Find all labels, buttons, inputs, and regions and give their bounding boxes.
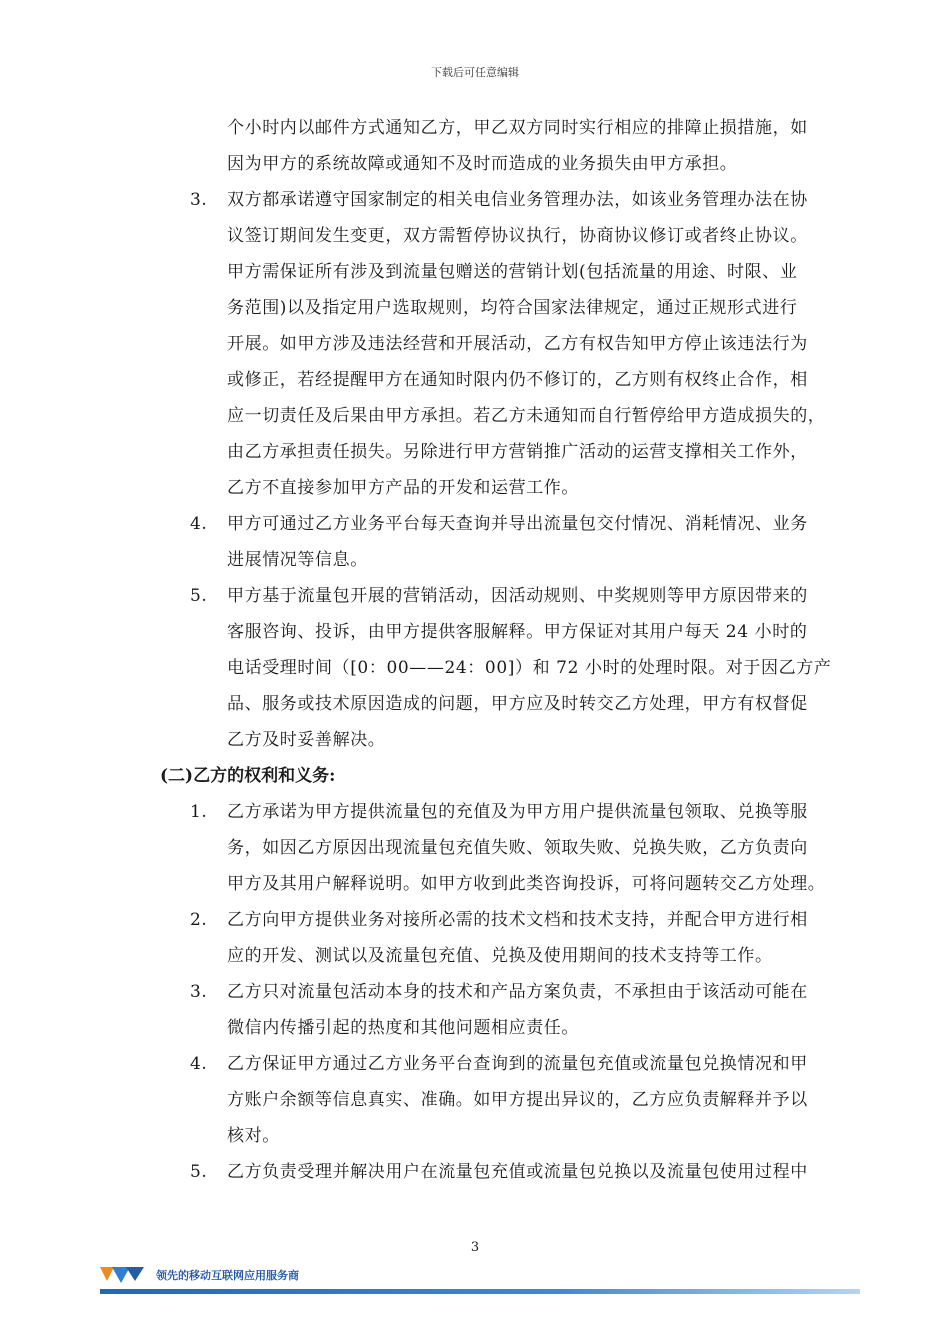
paragraph-line: 核对。: [227, 1126, 280, 1146]
item-number: 2.: [190, 910, 208, 930]
numbered-item-line: [160, 506, 880, 542]
paragraph-line: 应一切责任及后果由甲方承担。若乙方未通知而自行暂停给甲方造成损失的，: [227, 406, 826, 426]
numbered-item-line: [160, 902, 880, 938]
numbered-item-line: [160, 794, 880, 830]
item-text: 乙方承诺为甲方提供流量包的充值及为甲方用户提供流量包领取、兑换等服: [227, 802, 808, 822]
item-text: 甲方基于流量包开展的营销活动，因活动规则、中奖规则等甲方原因带来的: [227, 586, 808, 606]
paragraph-line: 议签订期间发生变更，双方需暂停协议执行，协商协议修订或者终止协议。: [227, 226, 808, 246]
footer-bar: [100, 1289, 860, 1294]
item-text: 乙方负责受理并解决用户在流量包充值或流量包兑换以及流量包使用过程中: [227, 1162, 808, 1182]
paragraph-line: 微信内传播引起的热度和其他问题相应责任。: [227, 1018, 579, 1038]
section-heading: (二)乙方的权利和义务:: [160, 766, 336, 786]
item-number: 3.: [190, 982, 208, 1002]
paragraph-line: 甲方需保证所有涉及到流量包赠送的营销计划(包括流量的用途、时限、业: [227, 262, 798, 282]
numbered-item-line: [160, 974, 880, 1010]
header-note: 下载后可任意编辑: [431, 66, 519, 79]
item-number: 1.: [190, 802, 208, 822]
item-text: 甲方可通过乙方业务平台每天查询并导出流量包交付情况、消耗情况、业务: [227, 514, 808, 534]
item-text: 乙方保证甲方通过乙方业务平台查询到的流量包充值或流量包兑换情况和甲: [227, 1054, 808, 1074]
item-number: 3.: [190, 190, 208, 210]
paragraph-line: 务，如因乙方原因出现流量包充值失败、领取失败、兑换失败，乙方负责向: [227, 838, 808, 858]
paragraph-line: 甲方及其用户解释说明。如甲方收到此类咨询投诉，可将问题转交乙方处理。: [227, 874, 826, 894]
paragraph-line: 开展。如甲方涉及违法经营和开展活动，乙方有权告知甲方停止该违法行为: [227, 334, 808, 354]
item-text: 乙方向甲方提供业务对接所必需的技术文档和技术支持，并配合甲方进行相: [227, 910, 808, 930]
item-text: 乙方只对流量包活动本身的技术和产品方案负责，不承担由于该活动可能在: [227, 982, 808, 1002]
paragraph-line: 方账户余额等信息真实、准确。如甲方提出异议的，乙方应负责解释并予以: [227, 1090, 808, 1110]
item-text: 双方都承诺遵守国家制定的相关电信业务管理办法，如该业务管理办法在协: [227, 190, 808, 210]
numbered-item-line: [160, 578, 880, 614]
document-body: [160, 110, 880, 1190]
paragraph-line: 进展情况等信息。: [227, 550, 368, 570]
paragraph-line: 因为甲方的系统故障或通知不及时而造成的业务损失由甲方承担。: [227, 154, 738, 174]
page-number: 3: [470, 1240, 480, 1255]
numbered-item-line: [160, 182, 880, 218]
paragraph-line: 务范围)以及指定用户选取规则，均符合国家法律规定，通过正规形式进行: [227, 298, 798, 318]
item-number: 5.: [190, 1162, 208, 1182]
paragraph-line: 个小时内以邮件方式通知乙方，甲乙双方同时实行相应的排障止损措施，如: [227, 118, 808, 138]
paragraph-line: 乙方及时妥善解决。: [227, 730, 386, 750]
item-number: 4.: [190, 1054, 208, 1074]
paragraph-line: 乙方不直接参加甲方产品的开发和运营工作。: [227, 478, 579, 498]
paragraph-line: 由乙方承担责任损失。另除进行甲方营销推广活动的运营支撑相关工作外，: [227, 442, 808, 462]
numbered-item-line: [160, 1154, 880, 1190]
paragraph-line: 或修正，若经提醒甲方在通知时限内仍不修订的，乙方则有权终止合作，相: [227, 370, 808, 390]
numbered-item-line: [160, 1046, 880, 1082]
footer: [100, 1262, 860, 1302]
item-number: 4.: [190, 514, 208, 534]
paragraph-line: 客服咨询、投诉，由甲方提供客服解释。甲方保证对其用户每天 24 小时的: [227, 622, 808, 642]
paragraph-line: 电话受理时间（[0：00——24：00]）和 72 小时的处理时限。对于因乙方产: [227, 658, 832, 678]
item-number: 5.: [190, 586, 208, 606]
paragraph-line: 应的开发、测试以及流量包充值、兑换及使用期间的技术支持等工作。: [227, 946, 773, 966]
company-logo-icon: [100, 1267, 148, 1285]
footer-slogan: 领先的移动互联网应用服务商: [156, 1269, 299, 1282]
paragraph-line: 品、服务或技术原因造成的问题，甲方应及时转交乙方处理，甲方有权督促: [227, 694, 808, 714]
